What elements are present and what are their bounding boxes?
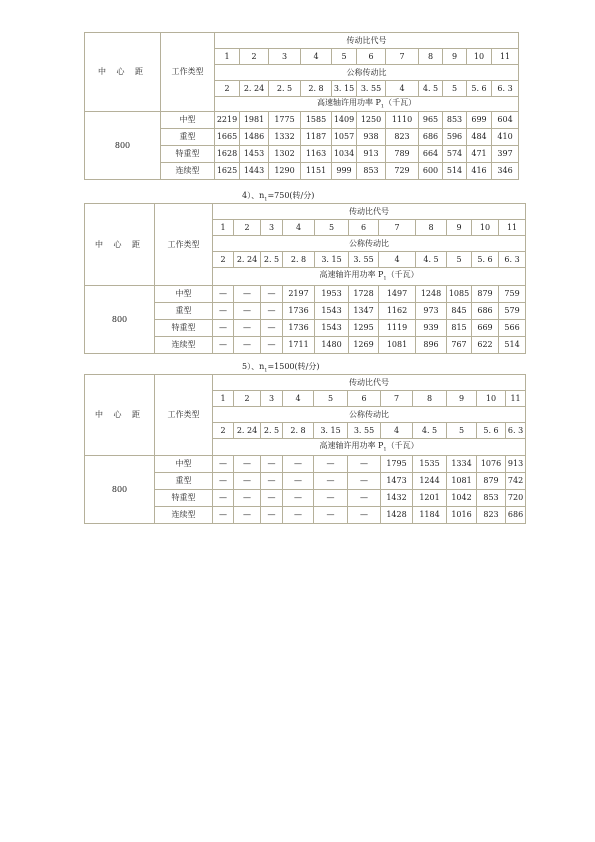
power-value: —: [261, 320, 283, 337]
power-value: 845: [447, 303, 472, 320]
ratio-code-cell: 10: [477, 391, 506, 407]
power-value: 1151: [301, 163, 332, 180]
power-unit: （千瓦）: [384, 97, 417, 107]
ratio-code-cell: 2: [234, 391, 261, 407]
ratio-code-cell: 7: [381, 391, 413, 407]
nominal-ratio-cell: 6. 3: [499, 252, 526, 268]
center-distance-label: 中 心 距: [85, 33, 161, 112]
power-value: 1347: [349, 303, 379, 320]
power-value: 1443: [240, 163, 269, 180]
power-value: 1302: [269, 146, 301, 163]
work-type-name: 连续型: [155, 337, 213, 354]
work-type-name: 中型: [161, 112, 215, 129]
nominal-ratio-cell: 2. 5: [269, 81, 301, 97]
power-value: —: [213, 337, 234, 354]
work-type-name: 特重型: [161, 146, 215, 163]
power-value: —: [314, 473, 348, 490]
power-value: 1628: [215, 146, 240, 163]
power-subscript: 1: [383, 446, 387, 453]
power-value: 1736: [283, 320, 315, 337]
power-value: 2197: [283, 286, 315, 303]
nominal-ratio-cell: 6. 3: [506, 423, 526, 439]
nominal-ratio-cell: 5. 6: [472, 252, 499, 268]
power-value: —: [314, 456, 348, 473]
nominal-ratio-cell: 4: [379, 252, 416, 268]
power-value: 686: [506, 507, 526, 524]
ratio-code-cell: 6: [348, 391, 381, 407]
ratio-code-cell: 8: [416, 220, 447, 236]
power-value: 1453: [240, 146, 269, 163]
power-value: 938: [357, 129, 386, 146]
work-type-name: 特重型: [155, 320, 213, 337]
table-row: [85, 286, 526, 303]
work-type-label: 工作类型: [155, 204, 213, 286]
ratio-code-cell: 3: [269, 49, 301, 65]
power-subscript: 1: [380, 103, 385, 110]
power-value: 1728: [349, 286, 379, 303]
nominal-ratio-cell: 2. 8: [283, 423, 314, 439]
power-value: 346: [492, 163, 519, 180]
ratio-code-cell: 10: [472, 220, 499, 236]
work-type-name: 重型: [155, 473, 213, 490]
power-value: 579: [499, 303, 526, 320]
nominal-ratio-cell: 2. 24: [234, 423, 261, 439]
table-row: [85, 112, 519, 129]
power-value: 879: [472, 286, 499, 303]
nominal-ratio-cell: 3. 55: [357, 81, 386, 97]
power-value: —: [261, 286, 283, 303]
nominal-ratio-cell: 5. 6: [467, 81, 492, 97]
power-value: 669: [472, 320, 499, 337]
nominal-ratio-header: 公称传动比: [213, 236, 526, 252]
power-value: —: [348, 456, 381, 473]
power-value: 1034: [332, 146, 357, 163]
nominal-ratio-cell: 2. 8: [301, 81, 332, 97]
nominal-ratio-cell: 5: [447, 252, 472, 268]
power-value: 622: [472, 337, 499, 354]
power-value: 1428: [381, 507, 413, 524]
center-distance-value: 800: [85, 286, 155, 354]
power-value: 879: [477, 473, 506, 490]
power-label: 高速轴许用功率 P: [316, 97, 381, 107]
power-value: —: [234, 490, 261, 507]
power-value: 600: [419, 163, 443, 180]
caption-suffix: =750(转/分): [267, 191, 315, 200]
power-value: 853: [443, 112, 467, 129]
power-value: 1119: [379, 320, 416, 337]
ratio-code-cell: 6: [357, 49, 386, 65]
center-distance-value: 800: [85, 456, 155, 524]
power-value: 1409: [332, 112, 357, 129]
power-value: —: [261, 507, 283, 524]
nominal-ratio-cell: 2. 24: [240, 81, 269, 97]
power-value: —: [261, 456, 283, 473]
power-value: 604: [492, 112, 519, 129]
ratio-code-cell: 4: [283, 391, 314, 407]
power-value: —: [213, 490, 234, 507]
ratio-code-cell: 1: [213, 220, 234, 236]
work-type-name: 特重型: [155, 490, 213, 507]
power-value: 1244: [413, 473, 447, 490]
power-value: —: [234, 320, 261, 337]
power-value: —: [348, 507, 381, 524]
power-value: —: [234, 456, 261, 473]
ratio-code-cell: 3: [261, 391, 283, 407]
power-value: 1248: [416, 286, 447, 303]
power-value: 1535: [413, 456, 447, 473]
power-value: 416: [467, 163, 492, 180]
nominal-ratio-header: 公称传动比: [213, 407, 526, 423]
power-value: 1334: [447, 456, 477, 473]
power-value: 664: [419, 146, 443, 163]
power-value: 1981: [240, 112, 269, 129]
ratio-code-cell: 8: [419, 49, 443, 65]
caption-subscript: 1: [264, 367, 268, 374]
power-value: —: [348, 473, 381, 490]
power-value: 939: [416, 320, 447, 337]
ratio-code-cell: 6: [349, 220, 379, 236]
nominal-ratio-cell: 3. 15: [332, 81, 357, 97]
power-value: 896: [416, 337, 447, 354]
power-value: 471: [467, 146, 492, 163]
power-value: —: [261, 490, 283, 507]
power-value: 1081: [379, 337, 416, 354]
power-unit: （千瓦）: [386, 440, 419, 450]
nominal-ratio-cell: 2. 5: [261, 423, 283, 439]
nominal-ratio-cell: 4: [381, 423, 413, 439]
ratio-code-header: 传动比代号: [213, 204, 526, 220]
power-value: 729: [386, 163, 419, 180]
ratio-code-cell: 4: [301, 49, 332, 65]
nominal-ratio-cell: 4. 5: [413, 423, 447, 439]
table-caption: [242, 190, 314, 203]
nominal-ratio-cell: 3. 55: [349, 252, 379, 268]
power-header: [213, 268, 526, 286]
power-value: 759: [499, 286, 526, 303]
power-value: 1543: [315, 303, 349, 320]
power-value: —: [283, 456, 314, 473]
power-value: 815: [447, 320, 472, 337]
power-value: 1665: [215, 129, 240, 146]
power-value: 397: [492, 146, 519, 163]
nominal-ratio-cell: 2: [215, 81, 240, 97]
ratio-code-cell: 10: [467, 49, 492, 65]
ratio-code-cell: 8: [413, 391, 447, 407]
work-type-name: 连续型: [161, 163, 215, 180]
power-value: 484: [467, 129, 492, 146]
power-value: —: [314, 490, 348, 507]
power-value: 1543: [315, 320, 349, 337]
power-value: 514: [443, 163, 467, 180]
power-value: 1290: [269, 163, 301, 180]
ratio-code-cell: 5: [314, 391, 348, 407]
power-value: 767: [447, 337, 472, 354]
power-value: —: [348, 490, 381, 507]
power-value: 1953: [315, 286, 349, 303]
power-value: —: [261, 337, 283, 354]
nominal-ratio-cell: 5: [443, 81, 467, 97]
power-value: 1625: [215, 163, 240, 180]
work-type-name: 重型: [155, 303, 213, 320]
power-table: [84, 32, 519, 180]
work-type-name: 重型: [161, 129, 215, 146]
caption-subscript: 1: [264, 196, 268, 203]
nominal-ratio-cell: 2: [213, 423, 234, 439]
power-value: —: [213, 320, 234, 337]
power-value: 410: [492, 129, 519, 146]
center-distance-label: 中 心 距: [85, 204, 155, 286]
nominal-ratio-cell: 3. 55: [348, 423, 381, 439]
power-value: —: [234, 303, 261, 320]
table-row: [85, 456, 526, 473]
power-value: 1473: [381, 473, 413, 490]
ratio-code-cell: 9: [443, 49, 467, 65]
nominal-ratio-header: 公称传动比: [215, 65, 519, 81]
ratio-code-header: 传动比代号: [215, 33, 519, 49]
nominal-ratio-cell: 4: [386, 81, 419, 97]
power-value: 686: [472, 303, 499, 320]
ratio-code-cell: 4: [283, 220, 315, 236]
power-header: [213, 439, 526, 456]
power-value: 1184: [413, 507, 447, 524]
center-distance-value: 800: [85, 112, 161, 180]
power-value: 973: [416, 303, 447, 320]
power-value: 913: [506, 456, 526, 473]
power-value: 1085: [447, 286, 472, 303]
power-value: 1163: [301, 146, 332, 163]
power-value: —: [283, 490, 314, 507]
power-value: 853: [357, 163, 386, 180]
power-value: 1332: [269, 129, 301, 146]
power-value: 1269: [349, 337, 379, 354]
power-value: —: [261, 303, 283, 320]
ratio-code-cell: 11: [492, 49, 519, 65]
caption-prefix: 4）、n: [242, 191, 265, 200]
caption-prefix: 5）、n: [242, 362, 265, 371]
nominal-ratio-cell: 2. 5: [261, 252, 283, 268]
work-type-name: 连续型: [155, 507, 213, 524]
power-value: —: [213, 286, 234, 303]
nominal-ratio-cell: 2: [213, 252, 234, 268]
ratio-code-cell: 7: [379, 220, 416, 236]
nominal-ratio-cell: 6. 3: [492, 81, 519, 97]
nominal-ratio-cell: 5. 6: [477, 423, 506, 439]
ratio-code-header: 传动比代号: [213, 375, 526, 391]
power-label: 高速轴许用功率 P: [319, 270, 384, 280]
power-value: 1016: [447, 507, 477, 524]
nominal-ratio-cell: 3. 15: [315, 252, 349, 268]
ratio-code-cell: 5: [315, 220, 349, 236]
power-value: —: [234, 473, 261, 490]
power-subscript: 1: [383, 275, 387, 282]
work-type-name: 中型: [155, 286, 213, 303]
ratio-code-cell: 9: [447, 391, 477, 407]
power-value: 1076: [477, 456, 506, 473]
work-type-label: 工作类型: [155, 375, 213, 456]
power-value: 1042: [447, 490, 477, 507]
power-value: 1201: [413, 490, 447, 507]
power-value: 1585: [301, 112, 332, 129]
power-value: 566: [499, 320, 526, 337]
ratio-code-cell: 11: [499, 220, 526, 236]
power-label: 高速轴许用功率 P: [319, 440, 384, 450]
power-value: 1711: [283, 337, 315, 354]
nominal-ratio-cell: 2. 8: [283, 252, 315, 268]
power-value: —: [234, 507, 261, 524]
power-value: 913: [357, 146, 386, 163]
power-value: 1736: [283, 303, 315, 320]
power-value: 1775: [269, 112, 301, 129]
power-table: [84, 374, 526, 524]
power-value: 699: [467, 112, 492, 129]
power-value: 1295: [349, 320, 379, 337]
ratio-code-cell: 7: [386, 49, 419, 65]
power-value: 1250: [357, 112, 386, 129]
power-value: —: [234, 337, 261, 354]
power-value: 1187: [301, 129, 332, 146]
power-value: 1110: [386, 112, 419, 129]
power-value: 1057: [332, 129, 357, 146]
center-distance-label: 中 心 距: [85, 375, 155, 456]
nominal-ratio-cell: 5: [447, 423, 477, 439]
ratio-code-cell: 3: [261, 220, 283, 236]
power-value: —: [261, 473, 283, 490]
nominal-ratio-cell: 3. 15: [314, 423, 348, 439]
power-value: —: [283, 473, 314, 490]
power-value: 2219: [215, 112, 240, 129]
power-header: [215, 97, 519, 112]
ratio-code-cell: 11: [506, 391, 526, 407]
work-type-name: 中型: [155, 456, 213, 473]
power-value: 853: [477, 490, 506, 507]
power-value: 999: [332, 163, 357, 180]
ratio-code-cell: 1: [215, 49, 240, 65]
power-value: 514: [499, 337, 526, 354]
ratio-code-cell: 9: [447, 220, 472, 236]
ratio-code-cell: 2: [240, 49, 269, 65]
power-value: 596: [443, 129, 467, 146]
power-value: —: [213, 456, 234, 473]
power-value: 720: [506, 490, 526, 507]
ratio-code-cell: 5: [332, 49, 357, 65]
power-value: 1486: [240, 129, 269, 146]
power-value: —: [213, 303, 234, 320]
power-value: 1081: [447, 473, 477, 490]
nominal-ratio-cell: 4. 5: [416, 252, 447, 268]
power-value: 789: [386, 146, 419, 163]
power-value: 1795: [381, 456, 413, 473]
power-table: [84, 203, 526, 354]
power-value: 1480: [315, 337, 349, 354]
power-value: —: [283, 507, 314, 524]
power-value: —: [234, 286, 261, 303]
nominal-ratio-cell: 2. 24: [234, 252, 261, 268]
power-value: —: [314, 507, 348, 524]
power-value: 1497: [379, 286, 416, 303]
table-caption: [242, 361, 319, 374]
power-value: 965: [419, 112, 443, 129]
nominal-ratio-cell: 4. 5: [419, 81, 443, 97]
power-value: 742: [506, 473, 526, 490]
power-value: —: [213, 507, 234, 524]
ratio-code-cell: 1: [213, 391, 234, 407]
ratio-code-cell: 2: [234, 220, 261, 236]
power-unit: （千瓦）: [386, 270, 419, 280]
power-value: 574: [443, 146, 467, 163]
power-value: 686: [419, 129, 443, 146]
power-value: 823: [477, 507, 506, 524]
power-value: 1432: [381, 490, 413, 507]
caption-suffix: =1500(转/分): [267, 362, 320, 371]
power-value: 1162: [379, 303, 416, 320]
work-type-label: 工作类型: [161, 33, 215, 112]
power-value: —: [213, 473, 234, 490]
power-value: 823: [386, 129, 419, 146]
